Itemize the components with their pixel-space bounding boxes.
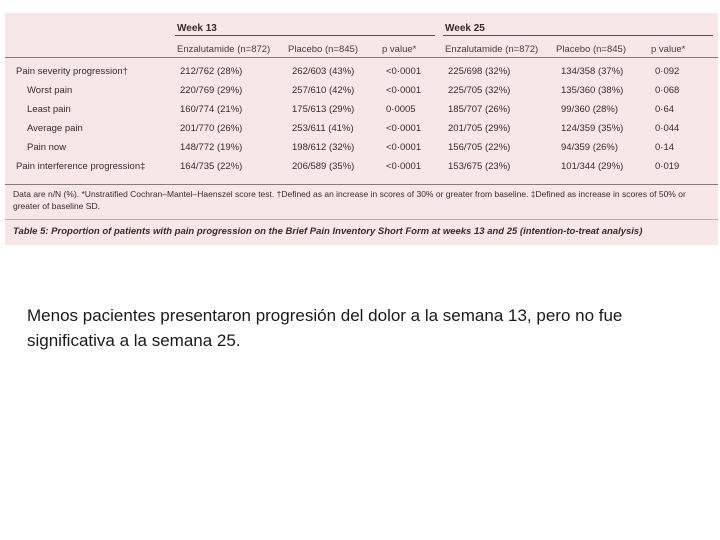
cell-pvalue-25: 0·092 bbox=[655, 66, 680, 77]
cell-pvalue-25: 0·044 bbox=[655, 123, 680, 134]
table-row bbox=[5, 63, 718, 81]
caption-text: Proportion of patients with pain progression on the Brief Pain Inventory Short Form at weeks 13 and 25 (intention-to-treat analysis) bbox=[48, 226, 643, 237]
table-caption bbox=[13, 226, 713, 237]
table-row bbox=[5, 158, 718, 176]
cell-enzalutamide-25: 153/675 (23%) bbox=[448, 161, 511, 172]
cell-enzalutamide-13: 160/774 (21%) bbox=[180, 104, 243, 115]
cell-pvalue-25: 0·14 bbox=[655, 142, 675, 153]
cell-pvalue-13: <0·0001 bbox=[386, 85, 422, 96]
cell-placebo-25: 124/359 (35%) bbox=[561, 123, 624, 134]
cell-placebo-13: 198/612 (32%) bbox=[292, 142, 355, 153]
col-enzalutamide-13: Enzalutamide (n=872) bbox=[177, 44, 271, 55]
cell-enzalutamide-25: 185/707 (26%) bbox=[448, 104, 511, 115]
results-table bbox=[5, 13, 718, 245]
table-footnote: Data are n/N (%). *Unstratified Cochran–Mantel–Haenszel score test. †Defined as an increase in scores of 30% or greater from baseline. ‡Defined as increase in scores of 50% or greater of baseline SD. bbox=[13, 189, 686, 211]
week13-rule bbox=[175, 35, 435, 36]
cell-enzalutamide-25: 225/698 (32%) bbox=[448, 66, 511, 77]
cell-enzalutamide-13: 201/770 (26%) bbox=[180, 123, 243, 134]
cell-pvalue-13: <0·0001 bbox=[386, 142, 422, 153]
cell-pvalue-13: <0·0001 bbox=[386, 66, 422, 77]
summary-text: Menos pacientes presentaron progresión del dolor a la semana 13, pero no fue significativa a la semana 25. bbox=[27, 306, 623, 350]
row-label: Pain severity progression† bbox=[16, 66, 128, 77]
col-placebo-25: Placebo (n=845) bbox=[556, 44, 626, 55]
table-row bbox=[5, 82, 718, 100]
caption-rule bbox=[5, 219, 718, 220]
week25-heading: Week 25 bbox=[445, 23, 485, 34]
cell-pvalue-25: 0·068 bbox=[655, 85, 680, 96]
table-row bbox=[5, 101, 718, 119]
table-row bbox=[5, 139, 718, 157]
row-label: Average pain bbox=[27, 123, 83, 134]
col-enzalutamide-25: Enzalutamide (n=872) bbox=[445, 44, 539, 55]
cell-pvalue-13: 0·0005 bbox=[386, 104, 416, 115]
row-label: Least pain bbox=[27, 104, 71, 115]
cell-placebo-25: 134/358 (37%) bbox=[561, 66, 624, 77]
caption-label: Table 5: bbox=[13, 226, 49, 237]
cell-placebo-13: 175/613 (29%) bbox=[292, 104, 355, 115]
row-label: Pain now bbox=[27, 142, 67, 153]
col-placebo-13: Placebo (n=845) bbox=[288, 44, 358, 55]
cell-enzalutamide-25: 156/705 (22%) bbox=[448, 142, 511, 153]
cell-enzalutamide-13: 220/769 (29%) bbox=[180, 85, 243, 96]
cell-placebo-25: 101/344 (29%) bbox=[561, 161, 624, 172]
table-row bbox=[5, 120, 718, 138]
cell-placebo-13: 253/611 (41%) bbox=[292, 123, 354, 134]
cell-enzalutamide-25: 201/705 (29%) bbox=[448, 123, 511, 134]
week25-rule bbox=[443, 35, 713, 36]
cell-enzalutamide-25: 225/705 (32%) bbox=[448, 85, 511, 96]
cell-placebo-25: 135/360 (38%) bbox=[561, 85, 624, 96]
cell-placebo-13: 206/589 (35%) bbox=[292, 161, 355, 172]
cell-pvalue-13: <0·0001 bbox=[386, 123, 422, 134]
row-label: Worst pain bbox=[27, 85, 73, 96]
cell-placebo-13: 257/610 (42%) bbox=[292, 85, 355, 96]
table-bottom-rule bbox=[5, 184, 718, 185]
col-pvalue-13: p value* bbox=[382, 44, 417, 55]
cell-placebo-25: 94/359 (26%) bbox=[561, 142, 619, 153]
week13-heading: Week 13 bbox=[177, 23, 217, 34]
cell-enzalutamide-13: 212/762 (28%) bbox=[180, 66, 243, 77]
row-label: Pain interference progression‡ bbox=[16, 161, 146, 172]
col-pvalue-25: p value* bbox=[651, 44, 686, 55]
cell-enzalutamide-13: 148/772 (19%) bbox=[180, 142, 243, 153]
cell-pvalue-13: <0·0001 bbox=[386, 161, 422, 172]
table-header bbox=[5, 13, 718, 55]
cell-placebo-13: 262/603 (43%) bbox=[292, 66, 355, 77]
cell-placebo-25: 99/360 (28%) bbox=[561, 104, 619, 115]
cell-enzalutamide-13: 164/735 (22%) bbox=[180, 161, 243, 172]
cell-pvalue-25: 0·019 bbox=[655, 161, 680, 172]
cell-pvalue-25: 0·64 bbox=[655, 104, 675, 115]
header-rule bbox=[5, 57, 718, 58]
